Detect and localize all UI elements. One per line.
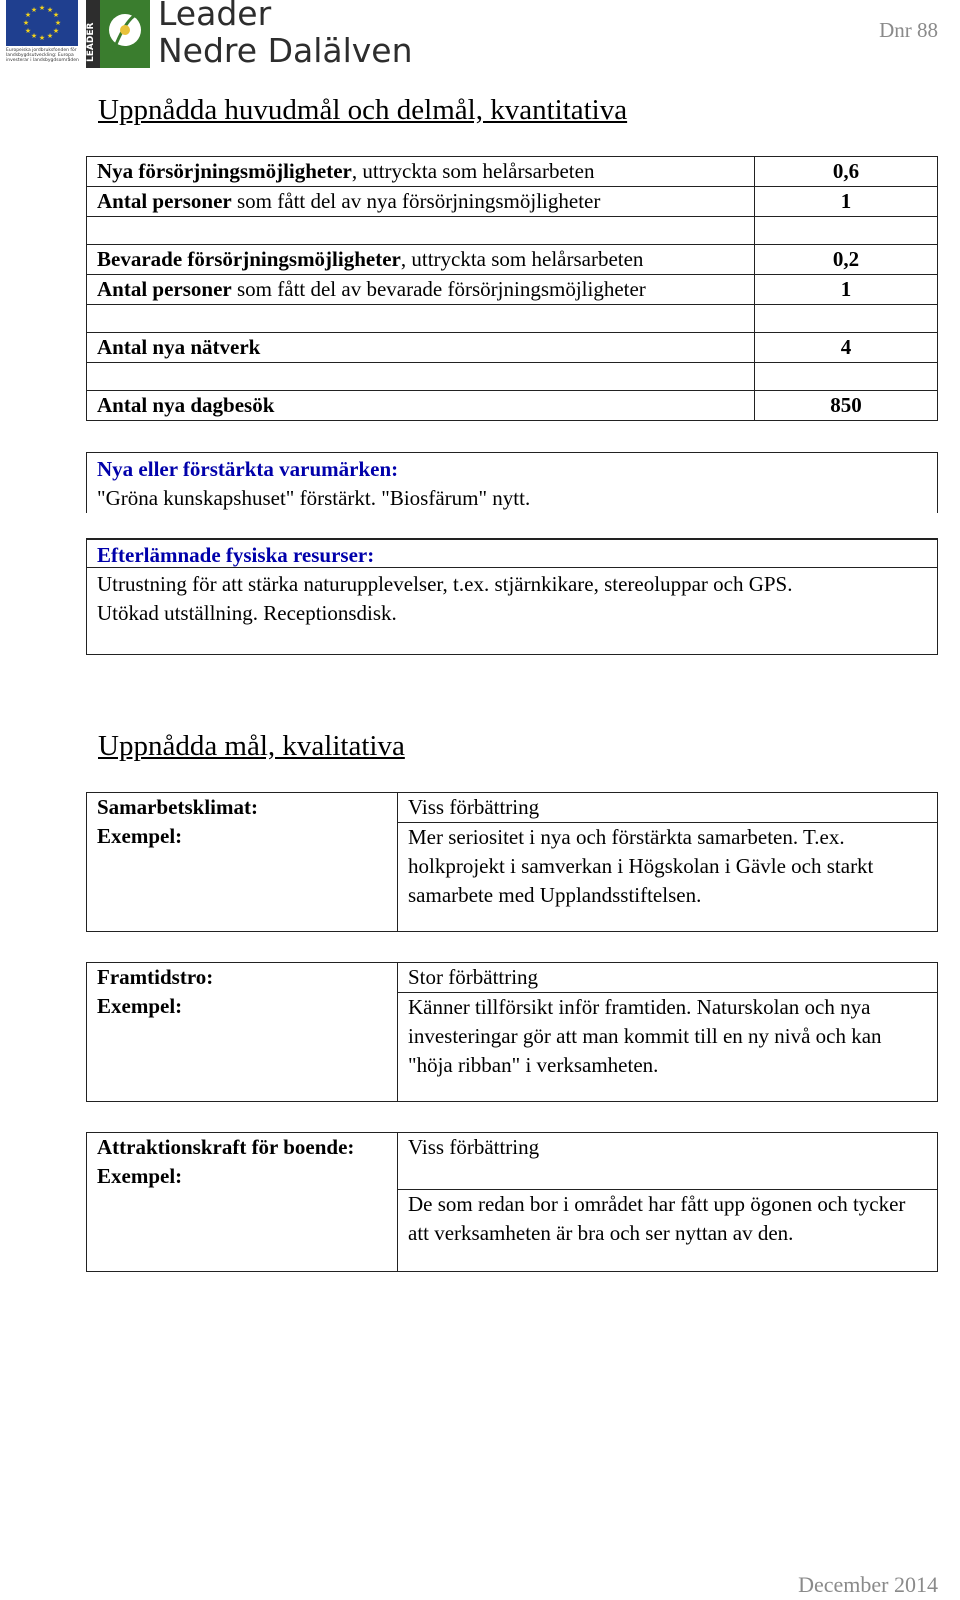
svg-text:★: ★	[46, 32, 54, 40]
qual-rating: Stor förbättring	[398, 963, 938, 993]
quant-value: 4	[755, 333, 938, 363]
document-number: Dnr 88	[879, 18, 938, 42]
svg-text:★: ★	[24, 11, 32, 19]
leader-vertical-text: LEADER	[86, 22, 96, 62]
svg-text:★: ★	[30, 32, 38, 40]
leader-logo-icon	[86, 0, 150, 68]
qual-rating: Viss förbättring	[398, 793, 938, 823]
qual-label: Samarbetsklimat: Exempel:	[87, 793, 398, 932]
qual-rating: Viss förbättring	[398, 1133, 938, 1190]
table-row	[87, 1133, 938, 1190]
qual-label: Framtidstro: Exempel:	[87, 963, 398, 1102]
svg-text:★: ★	[38, 4, 46, 12]
quant-label: Nya försörjningsmöjligheter, uttryckta som helårsarbeten	[87, 157, 755, 187]
spacer-row	[87, 363, 938, 391]
quant-value: 0,2	[755, 245, 938, 275]
svg-text:★: ★	[54, 19, 62, 27]
svg-text:★: ★	[46, 6, 54, 14]
divider	[86, 567, 938, 568]
svg-text:★: ★	[52, 27, 60, 35]
qual-heading: Uppnådda mål, kvalitativa	[98, 730, 405, 762]
brands-block	[86, 452, 938, 513]
footer-date: December 2014	[798, 1572, 938, 1597]
quant-heading: Uppnådda huvudmål och delmål, kvantitativa	[98, 94, 628, 126]
qual-example: Känner tillförsikt inför framtiden. Naturskolan och nya investeringar gör att man kommit till en ny nivå och kan "höja ribban" i verksamheten.	[398, 993, 938, 1102]
qual-example: Mer seriositet i nya och förstärkta samarbeten. T.ex. holkprojekt i samverkan i Högskolan i Gävle och starkt samarbete med Upplandsstiftelsen.	[398, 823, 938, 932]
quant-label: Antal nya nätverk	[87, 333, 755, 363]
svg-text:★: ★	[38, 34, 46, 42]
brand-title	[158, 0, 413, 70]
resources-header: Efterlämnade fysiska resurser:	[97, 543, 375, 567]
table-row	[87, 963, 938, 993]
quant-value: 1	[755, 275, 938, 305]
eu-flag-icon	[6, 0, 78, 46]
quant-label: Antal personer som fått del av bevarade försörjningsmöjligheter	[87, 275, 755, 305]
quant-value: 1	[755, 187, 938, 217]
brands-text: "Gröna kunskapshuset" förstärkt. "Biosfärum" nytt.	[97, 486, 531, 510]
quant-label: Bevarade försörjningsmöjligheter, uttryckta som helårsarbeten	[87, 245, 755, 275]
svg-text:★: ★	[24, 27, 32, 35]
eu-caption: Europeiska jordbruksfonden för landsbygdsutveckling: Europa investerar i landsbygdsområden	[6, 48, 79, 63]
table-row	[87, 187, 938, 217]
brand-line-1: Leader	[158, 0, 272, 33]
brands-header: Nya eller förstärkta varumärken:	[97, 457, 399, 481]
qual-table-cooperation	[86, 792, 938, 932]
quant-value: 0,6	[755, 157, 938, 187]
quant-label: Antal nya dagbesök	[87, 391, 755, 421]
resources-line-2: Utökad utställning. Receptionsdisk.	[97, 601, 397, 625]
spacer-row	[87, 217, 938, 245]
spacer-row	[87, 305, 938, 333]
qual-table-attraction	[86, 1132, 938, 1272]
svg-text:★: ★	[22, 19, 30, 27]
svg-text:★: ★	[30, 6, 38, 14]
qual-example: De som redan bor i området har fått upp ögonen och tycker att verksamheten är bra och ser nyttan av den.	[398, 1190, 938, 1272]
quant-value: 850	[755, 391, 938, 421]
resources-line-1: Utrustning för att stärka naturupplevelser, t.ex. stjärnkikare, stereoluppar och GPS.	[97, 572, 793, 596]
eu-flag-logo	[6, 0, 80, 68]
table-row	[87, 333, 938, 363]
qual-table-future	[86, 962, 938, 1102]
qual-label: Attraktionskraft för boende: Exempel:	[87, 1133, 398, 1272]
quant-label: Antal personer som fått del av nya försörjningsmöjligheter	[87, 187, 755, 217]
table-row	[87, 391, 938, 421]
quant-table	[86, 156, 938, 421]
resources-block	[86, 538, 938, 655]
svg-text:★: ★	[52, 11, 60, 19]
table-row	[87, 157, 938, 187]
brand-line-2: Nedre Dalälven	[158, 31, 413, 70]
table-row	[87, 793, 938, 823]
table-row	[87, 245, 938, 275]
table-row	[87, 275, 938, 305]
